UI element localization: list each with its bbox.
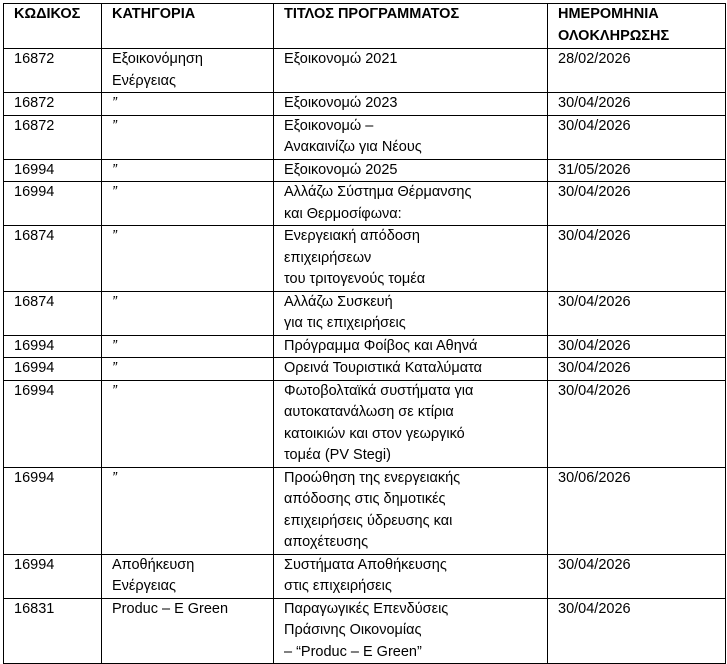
ditto-mark: ” — [112, 95, 117, 111]
title-line: τομέα (PV Stegi) — [284, 447, 391, 463]
cell-category — [102, 182, 274, 226]
category-line: Ενέργειας — [112, 72, 176, 89]
ditto-mark: ” — [112, 228, 117, 244]
cell-code: 16994 — [4, 467, 102, 554]
cell-completion-date: 28/02/2026 — [548, 49, 726, 93]
cell-program-title — [274, 291, 548, 335]
table-row — [4, 467, 726, 554]
title-line: Αλλάζω Σύστημα Θέρμανσης — [284, 184, 472, 200]
title-line: Προώθηση της ενεργειακής — [284, 469, 461, 486]
header-code: ΚΩΔΙΚΟΣ — [4, 4, 102, 49]
cell-code: 16874 — [4, 291, 102, 335]
title-line: Εξοικονομώ 2021 — [284, 51, 398, 67]
title-line: Ορεινά Τουριστικά Καταλύματα — [284, 360, 482, 376]
title-line: Εξοικονομώ 2023 — [284, 95, 398, 111]
cell-program-title — [274, 335, 548, 358]
cell-category — [102, 467, 274, 554]
cell-category — [102, 554, 274, 598]
cell-program-title — [274, 467, 548, 554]
table-row — [4, 554, 726, 598]
title-line: Παραγωγικές Επενδύσεις — [284, 600, 449, 617]
title-line: Πράσινης Οικονομίας — [284, 622, 422, 638]
table-row — [4, 182, 726, 226]
title-line: επιχειρήσεις ύδρευσης και — [284, 512, 453, 529]
title-line: για τις επιχειρήσεις — [284, 315, 406, 331]
cell-category — [102, 380, 274, 467]
cell-program-title — [274, 554, 548, 598]
cell-code: 16994 — [4, 335, 102, 358]
category-line: Ενέργειας — [112, 578, 176, 594]
cell-category — [102, 115, 274, 159]
ditto-mark: ” — [112, 469, 117, 486]
cell-code: 16872 — [4, 49, 102, 93]
cell-completion-date: 30/06/2026 — [548, 467, 726, 554]
cell-program-title — [274, 49, 548, 93]
cell-category — [102, 335, 274, 358]
ditto-mark: ” — [112, 184, 117, 200]
table-row — [4, 49, 726, 93]
cell-completion-date: 30/04/2026 — [548, 358, 726, 381]
title-line: επιχειρήσεων — [284, 249, 372, 266]
title-line: Εξοικονομώ – — [284, 117, 374, 134]
table-row — [4, 115, 726, 159]
title-line: Ενεργειακή απόδοση — [284, 228, 420, 244]
header-date-line2: ΟΛΟΚΛΗΡΩΣΗΣ — [558, 27, 670, 44]
cell-code: 16994 — [4, 358, 102, 381]
cell-program-title — [274, 93, 548, 116]
cell-completion-date: 30/04/2026 — [548, 115, 726, 159]
title-line: απόδοσης στις δημοτικές — [284, 491, 446, 507]
cell-code: 16831 — [4, 598, 102, 664]
title-line: κατοικιών και στον γεωργικό — [284, 425, 465, 442]
cell-program-title — [274, 598, 548, 664]
cell-category — [102, 93, 274, 116]
header-completion-date — [548, 4, 726, 49]
cell-category — [102, 598, 274, 664]
cell-code: 16994 — [4, 182, 102, 226]
ditto-mark: ” — [112, 360, 117, 376]
category-line: Αποθήκευση — [112, 556, 195, 573]
table-row — [4, 159, 726, 182]
title-line: Εξοικονομώ 2025 — [284, 161, 398, 178]
ditto-mark: ” — [112, 161, 117, 178]
title-line: – “Produc – E Green” — [284, 643, 422, 660]
header-date-line1: ΗΜΕΡΟΜΗΝΙΑ — [558, 6, 659, 22]
table-row — [4, 380, 726, 467]
table-header — [4, 4, 726, 49]
header-row — [4, 4, 726, 49]
cell-program-title — [274, 226, 548, 292]
table-row — [4, 93, 726, 116]
cell-completion-date: 30/04/2026 — [548, 182, 726, 226]
ditto-mark: ” — [112, 117, 117, 134]
title-line: Ανακαινίζω για Νέους — [284, 139, 422, 155]
category-line: Εξοικονόμηση — [112, 51, 203, 67]
title-line: Φωτοβολταϊκά συστήματα για — [284, 382, 474, 399]
cell-completion-date: 31/05/2026 — [548, 159, 726, 182]
cell-code: 16872 — [4, 115, 102, 159]
title-line: Αλλάζω Συσκευή — [284, 293, 393, 310]
title-line: Πρόγραμμα Φοίβος και Αθηνά — [284, 337, 478, 354]
cell-completion-date: 30/04/2026 — [548, 554, 726, 598]
cell-code: 16874 — [4, 226, 102, 292]
cell-completion-date: 30/04/2026 — [548, 380, 726, 467]
cell-code: 16994 — [4, 159, 102, 182]
header-category: ΚΑΤΗΓΟΡΙΑ — [102, 4, 274, 49]
cell-completion-date: 30/04/2026 — [548, 335, 726, 358]
title-line: αποχέτευσης — [284, 534, 369, 550]
table-body — [4, 49, 726, 664]
programs-table — [3, 3, 726, 664]
title-line: Συστήματα Αποθήκευσης — [284, 556, 447, 573]
title-line: αυτοκατανάλωση σε κτίρια — [284, 404, 454, 420]
cell-program-title — [274, 159, 548, 182]
table-row — [4, 598, 726, 664]
cell-code: 16872 — [4, 93, 102, 116]
cell-program-title — [274, 380, 548, 467]
table-row — [4, 226, 726, 292]
ditto-mark: ” — [112, 293, 117, 310]
title-line: του τριτογενούς τομέα — [284, 271, 426, 287]
cell-program-title — [274, 182, 548, 226]
cell-code: 16994 — [4, 380, 102, 467]
table-row — [4, 291, 726, 335]
cell-category — [102, 226, 274, 292]
cell-category — [102, 358, 274, 381]
table-row — [4, 358, 726, 381]
cell-completion-date: 30/04/2026 — [548, 93, 726, 116]
title-line: στις επιχειρήσεις — [284, 578, 392, 594]
cell-category — [102, 159, 274, 182]
cell-program-title — [274, 358, 548, 381]
cell-category — [102, 291, 274, 335]
cell-code: 16994 — [4, 554, 102, 598]
cell-completion-date: 30/04/2026 — [548, 598, 726, 664]
title-line: και Θερμοσίφωνα: — [284, 205, 402, 222]
ditto-mark: ” — [112, 337, 117, 354]
cell-category — [102, 49, 274, 93]
cell-program-title — [274, 115, 548, 159]
cell-completion-date: 30/04/2026 — [548, 226, 726, 292]
header-title: ΤΙΤΛΟΣ ΠΡΟΓΡΑΜΜΑΤΟΣ — [274, 4, 548, 49]
cell-completion-date: 30/04/2026 — [548, 291, 726, 335]
table-row — [4, 335, 726, 358]
category-line: Produc – E Green — [112, 600, 229, 617]
ditto-mark: ” — [112, 382, 117, 399]
